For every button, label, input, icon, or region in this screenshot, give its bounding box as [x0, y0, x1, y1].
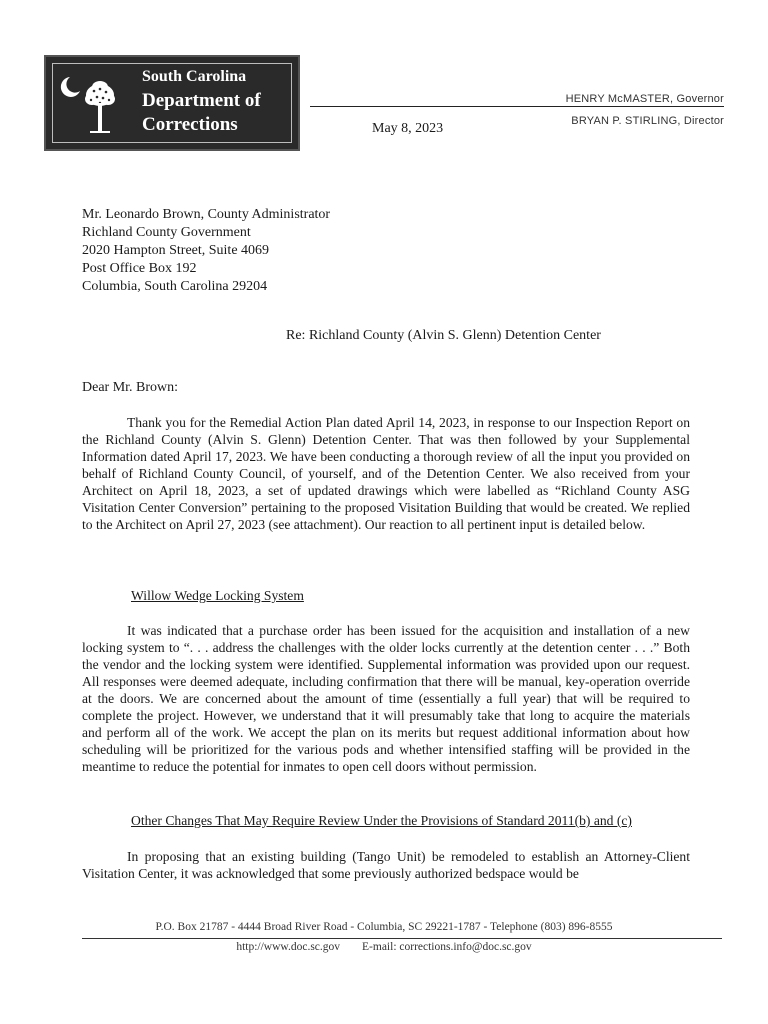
governor-name: HENRY McMASTER, Governor	[565, 93, 724, 105]
recipient-line: Columbia, South Carolina 29204	[82, 279, 268, 294]
agency-name-line3: Corrections	[142, 114, 238, 135]
letterhead-divider	[310, 106, 724, 107]
recipient-line: Richland County Government	[82, 225, 251, 240]
website-link[interactable]: http://www.doc.sc.gov	[236, 941, 341, 953]
recipient-address	[82, 206, 330, 296]
agency-logo	[44, 55, 300, 151]
email-link[interactable]: E-mail: corrections.info@doc.sc.gov	[362, 941, 532, 953]
agency-name	[142, 65, 261, 137]
body-paragraph: In proposing that an existing building (Tango Unit) be remodeled to establish an Attorney-Client Visitation Center, it was acknowledged that some previously authorized bedspace would be	[82, 849, 690, 881]
recipient-line: Mr. Leonardo Brown, County Administrator	[82, 207, 331, 222]
subject-line: Re: Richland County (Alvin S. Glenn) Detention Center	[286, 328, 601, 343]
palmetto-crescent-icon	[56, 65, 122, 141]
salutation: Dear Mr. Brown:	[82, 380, 179, 395]
body-paragraph: It was indicated that a purchase order has been issued for the acquisition and installation of a new locking system to “. . . address the challenges with the older locks currently at the detention center . . .” Both the vendor and the locking system were identified. Supplemental information was provided upon our request. All responses were deemed adequate, including confirmation that there will be manual, key-operation override at the doors. We are concerned about the amount of time (essentially a full year) that will be required to complete the project. However, we understand that it will presumably take that long to acquire the materials and perform all of the work. We accept the plan on its merits but request additional information about how scheduling will be prioritized for the various pods and whether intensified staffing will be provided in the meantime to reduce the potential for inmates to open cell doors without permission.	[82, 623, 690, 774]
footer-divider	[82, 938, 722, 939]
recipient-line: Post Office Box 192	[82, 261, 197, 276]
letter-date: May 8, 2023	[372, 121, 444, 136]
footer-address: P.O. Box 21787 - 4444 Broad River Road - Columbia, SC 29221-1787 - Telephone (803) 896-8555	[155, 921, 613, 933]
body-paragraph: Thank you for the Remedial Action Plan dated April 14, 2023, in response to our Inspection Report on the Richland County (Alvin S. Glenn) Detention Center. That was then followed by your Supplemental Information dated April 17, 2023. We have been conducting a thorough review of all the input you provided on behalf of Richland County Council, of yourself, and of the Detention Center. We also received from your Architect on April 18, 2023, a set of updated drawings which were labelled as “Richland County ASG Visitation Center Conversion” pertaining to the proposed Visitation Building that would be created. We replied to the Architect on April 27, 2023 (see attachment). Our reaction to all pertinent input is detailed below.	[82, 415, 690, 532]
agency-name-line1: South Carolina	[142, 68, 247, 85]
footer-contact	[0, 941, 768, 953]
agency-name-line2: Department of	[142, 90, 261, 111]
section-heading: Other Changes That May Require Review Under the Provisions of Standard 2011(b) and (c)	[131, 813, 632, 828]
section-heading: Willow Wedge Locking System	[131, 588, 304, 603]
director-name: BRYAN P. STIRLING, Director	[571, 115, 724, 127]
officials-block	[566, 90, 724, 130]
recipient-line: 2020 Hampton Street, Suite 4069	[82, 243, 270, 258]
